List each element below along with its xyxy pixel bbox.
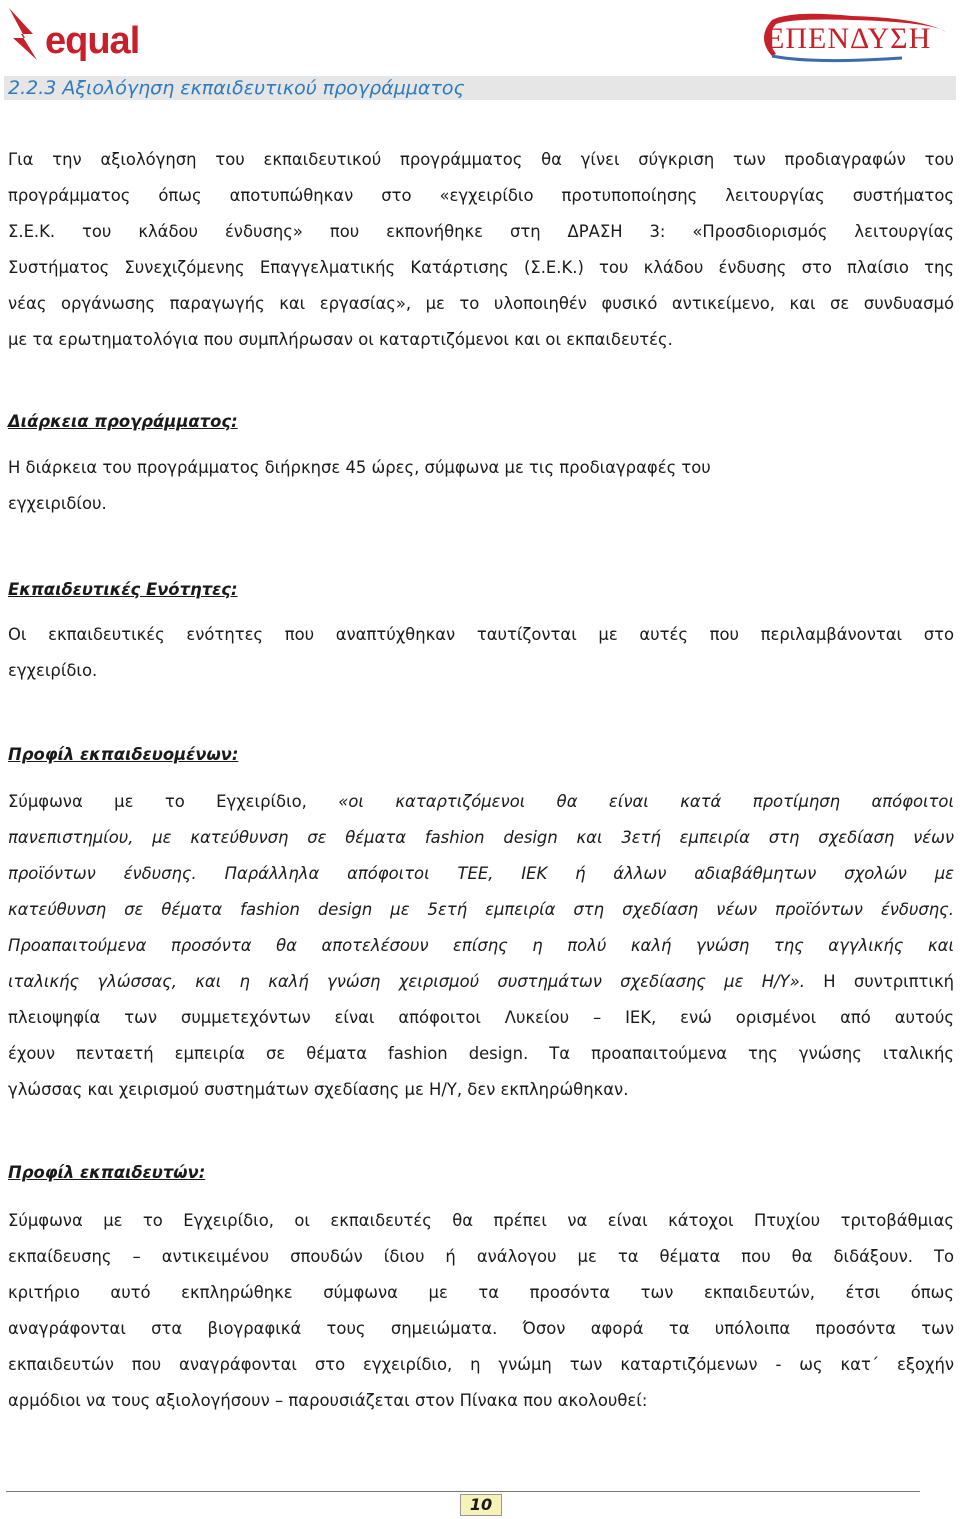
duration-line: Η διάρκεια του προγράμματος διήρκησε 45 ώρες, σύμφωνα με τις προδιαγραφές του [8,458,711,477]
intro-paragraph [8,142,954,358]
duration-heading: Διάρκεια προγράμματος: [8,412,238,431]
trainers-line: κριτήριο αυτό εκπληρώθηκε σύμφωνα με τα προσόντα των εκπαιδευτών, έτσι όπως [8,1283,954,1302]
trainees-line: προϊόντων ένδυσης. Παράλληλα απόφοιτοι ΤΕΕ, ΙΕΚ ή άλλων αδιαβάθμητων σχολών με [8,864,954,883]
trainees-line: Προαπαιτούμενα προσόντα θα αποτελέσουν επίσης η πολύ καλή γνώση της αγγλικής και [8,936,954,955]
ependysi-logo [752,12,952,64]
trainees-paragraph [8,784,954,1108]
trainees-line: κατεύθυνση σε θέματα fashion design με 5ετή εμπειρία στη σχεδίαση νέων προϊόντων ένδυσης. [8,900,954,919]
intro-line: Για την αξιολόγηση του εκπαιδευτικού προγράμματος θα γίνει σύγκριση των προδιαγραφών του [8,150,954,169]
intro-line: νέας οργάνωσης παραγωγής και εργασίας», με το υλοποιηθέν φυσικό αντικείμενο, και σε συνδυασμό [8,294,954,313]
modules-paragraph [8,617,954,689]
ependysi-logo-text: ΕΠΕΝΔΥΣΗ [766,22,932,55]
trainees-line: πανεπιστημίου, με κατεύθυνση σε θέματα fashion design και 3ετή εμπειρία στη σχεδίαση νέων [8,828,954,847]
trainees-line: γλώσσας και χειρισμού συστημάτων σχεδίασης με Η/Υ, δεν εκπληρώθηκαν. [8,1080,629,1099]
intro-line: με τα ερωτηματολόγια που συμπλήρωσαν οι καταρτιζόμενοι και οι εκπαιδευτές. [8,330,673,349]
trainees-line: πλειοψηφία των συμμετεχόντων είναι απόφοιτοι Λυκείου – ΙΕΚ, ενώ ορισμένοι από αυτούς [8,1008,954,1027]
page-header [0,0,960,74]
footer-divider [6,1491,920,1492]
trainers-line: αρμόδιοι να τους αξιολογήσουν – παρουσιάζεται στον Πίνακα που ακολουθεί: [8,1391,648,1410]
modules-line: εγχειρίδιο. [8,661,98,680]
trainees-line: έχουν πενταετή εμπειρία σε θέματα fashion design. Τα προαπαιτούμενα της γνώσης ιταλικής [8,1044,954,1063]
trainers-line: Σύμφωνα με το Εγχειρίδιο, οι εκπαιδευτές θα πρέπει να είναι κάτοχοι Πτυχίου τριτοβάθμιας [8,1211,954,1230]
trainers-paragraph [8,1203,954,1419]
intro-line: Σ.Ε.Κ. του κλάδου ένδυσης» που εκπονήθηκε στη ΔΡΑΣΗ 3: «Προσδιορισμός λειτουργίας [8,222,954,241]
trainers-line: αναγράφονται στα βιογραφικά τους σημειώματα. Όσον αφορά τα υπόλοιπα προσόντα των [8,1319,954,1338]
trainers-line: εκπαιδευτών που αναγράφονται στο εγχειρίδιο, η γνώμη των καταρτιζόμενων - ως κατ΄ εξοχήν [8,1355,954,1374]
trainers-line: εκπαίδευσης – αντικειμένου σπουδών ίδιου ή ανάλογου με τα θέματα που θα διδάξουν. Το [8,1247,954,1266]
trainees-line: ιταλικής γλώσσας, και η καλή γνώση χειρισμού συστημάτων σχεδίασης με Η/Υ». Η συντριπτική [8,972,954,991]
duration-paragraph [8,450,954,522]
modules-line: Οι εκπαιδευτικές ενότητες που αναπτύχθηκαν ταυτίζονται με αυτές που περιλαμβάνονται στο [8,625,954,644]
equal-logo-text: equal [45,20,140,62]
section-title: 2.2.3 Αξιολόγηση εκπαιδευτικού προγράμματος [8,77,465,99]
intro-line: προγράμματος όπως αποτυπώθηκαν στο «εγχειρίδιο προτυποποίησης λειτουργίας συστήματος [8,186,954,205]
intro-line: Συστήματος Συνεχιζόμενης Επαγγελματικής Κατάρτισης (Σ.Ε.Κ.) του κλάδου ένδυσης στο πλαίσιο της [8,258,954,277]
modules-heading: Εκπαιδευτικές Ενότητες: [8,580,238,599]
page-number: 10 [460,1494,502,1516]
trainers-heading: Προφίλ εκπαιδευτών: [8,1163,206,1182]
duration-line: εγχειριδίου. [8,494,107,513]
equal-logo [3,4,173,74]
trainees-line: Σύμφωνα με το Εγχειρίδιο, «οι καταρτιζόμενοι θα είναι κατά προτίμηση απόφοιτοι [8,792,955,811]
trainees-heading: Προφίλ εκπαιδευομένων: [8,745,239,764]
